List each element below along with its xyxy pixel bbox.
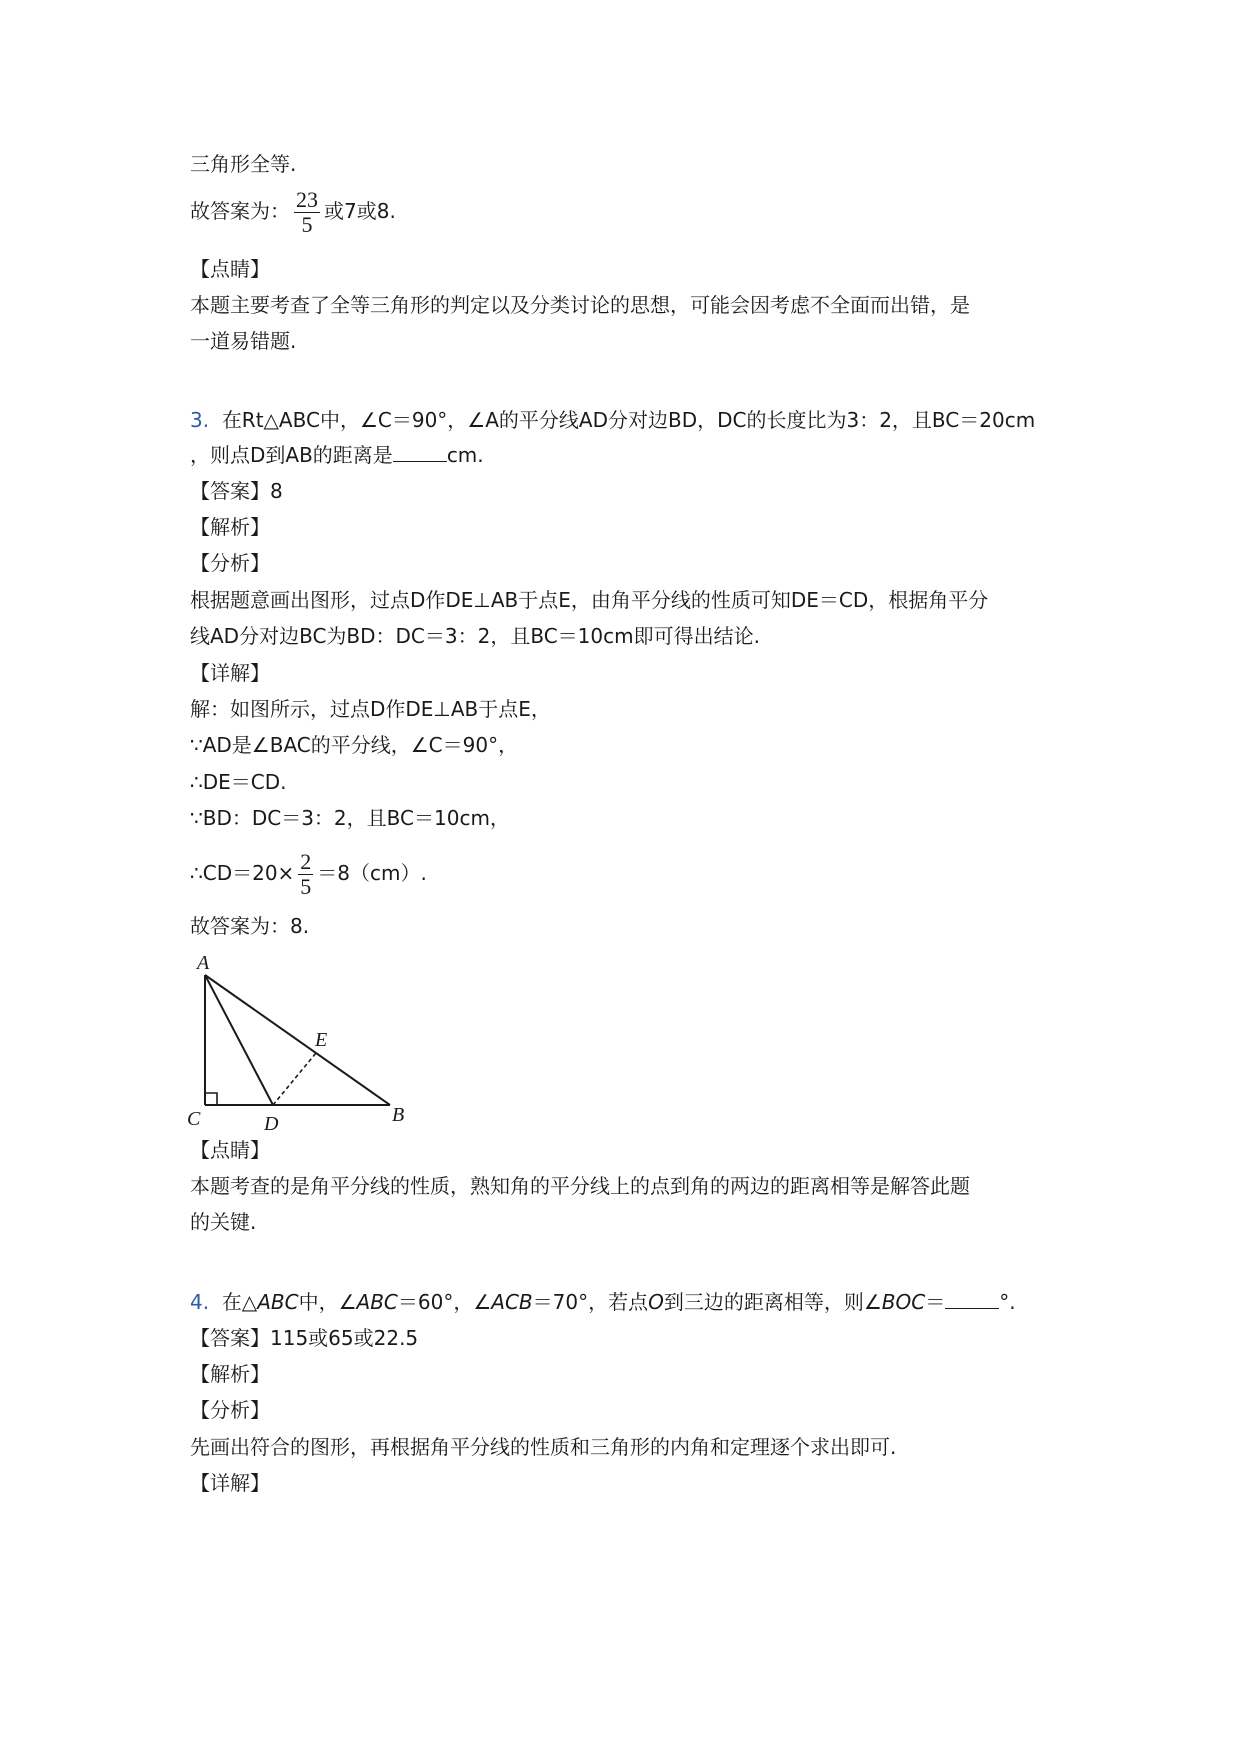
q3-dianjing-line-1: 本题考查的是角平分线的性质，熟知角的平分线上的点到角的两边的距离相等是解答此题: [190, 1174, 970, 1198]
q3-answer-value: 8: [270, 479, 283, 503]
q3-stem-line-2: [190, 441, 484, 469]
q3-step-3: ∴DE＝CD.: [190, 770, 287, 794]
q3-answer-label: 【答案】: [190, 479, 270, 503]
q4-answer: [190, 1324, 418, 1352]
q4-stem-end: °.: [999, 1290, 1016, 1314]
label-a: A: [197, 955, 210, 974]
q3-stem-text-2: ，则点D到AB的距离是: [190, 443, 393, 467]
label-e: E: [315, 1029, 328, 1051]
answer-blank: [393, 443, 447, 462]
q4-xiangjie-label: 【详解】: [190, 1471, 270, 1495]
prev-answer-line: [190, 188, 396, 237]
q3-xiangjie-label: 【详解】: [190, 661, 270, 685]
q3-step-5-suffix: ＝8（cm）.: [317, 861, 427, 885]
q4-stem-var: ABC: [257, 1290, 299, 1314]
prev-dianjing-line-1: 本题主要考查了全等三角形的判定以及分类讨论的思想，可能会因考虑不全面而出错，是: [190, 293, 970, 317]
right-angle-mark: [205, 1093, 217, 1105]
side-ab: [205, 975, 390, 1105]
fraction-denominator: 5: [300, 874, 312, 899]
q3-fenxi-label: 【分析】: [190, 551, 270, 575]
q4-fenxi-label: 【分析】: [190, 1398, 270, 1422]
fraction-numerator: 2: [300, 849, 312, 874]
segment-ad: [205, 975, 273, 1105]
q4-stem-var: O: [648, 1290, 664, 1314]
label-b: B: [392, 1104, 405, 1126]
segment-de-dashed: [273, 1053, 316, 1105]
q3-final-answer: 故答案为：8.: [190, 914, 310, 938]
q3-step-5: [190, 850, 427, 899]
prev-line-1: 三角形全等.: [190, 152, 297, 176]
q3-stem-line-1: [190, 406, 1035, 434]
q4-answer-value: 115或65或22.5: [270, 1326, 419, 1350]
q4-stem-part: ＝: [925, 1290, 946, 1314]
q4-answer-label: 【答案】: [190, 1326, 270, 1350]
label-c: C: [187, 1108, 201, 1130]
q3-step-5-prefix: ∴CD＝20×: [190, 861, 295, 885]
triangle-figure: [180, 955, 420, 1135]
q3-fenxi-line-2: 线AD分对边BC为BD：DC＝3：2，且BC＝10cm即可得出结论.: [190, 624, 760, 648]
q4-stem-part: 中，∠: [298, 1290, 357, 1314]
fraction-denominator: 5: [301, 212, 313, 237]
q3-dianjing-line-2: 的关键.: [190, 1210, 257, 1234]
q4-stem-part: 到三边的距离相等，则∠: [663, 1290, 882, 1314]
q3-dianjing-label: 【点睛】: [190, 1138, 270, 1162]
q3-stem-unit: cm.: [446, 443, 484, 467]
q3-step-5-fraction: [298, 850, 313, 899]
prev-dianjing-line-2: 一道易错题.: [190, 329, 297, 353]
prev-answer-suffix: 或7或8.: [324, 199, 396, 223]
answer-blank: [945, 1290, 999, 1309]
q3-step-1: 解：如图所示，过点D作DE⊥AB于点E，: [190, 697, 551, 721]
q3-step-4: ∵BD：DC＝3：2，且BC＝10cm，: [190, 806, 510, 830]
q3-stem-text-1: 在Rt△ABC中，∠C＝90°，∠A的平分线AD分对边BD，DC的长度比为3：2，且BC＝20cm: [221, 408, 1036, 432]
q3-step-2: ∵AD是∠BAC的平分线，∠C＝90°，: [190, 733, 519, 757]
q4-stem: [190, 1288, 1016, 1316]
prev-answer-fraction: [294, 188, 320, 237]
q4-stem-part: 在△: [221, 1290, 258, 1314]
q3-fenxi-line-1: 根据题意画出图形，过点D作DE⊥AB于点E，由角平分线的性质可知DE＝CD，根据角平分: [190, 588, 989, 612]
q4-fenxi-line-1: 先画出符合的图形，再根据角平分线的性质和三角形的内角和定理逐个求出即可.: [190, 1435, 897, 1459]
fraction-numerator: 23: [296, 187, 318, 212]
q4-jiexi-label: 【解析】: [190, 1362, 270, 1386]
prev-answer-prefix: 故答案为：: [190, 199, 290, 223]
q4-number: 4.: [190, 1290, 210, 1314]
q3-number: 3.: [190, 408, 210, 432]
q3-jiexi-label: 【解析】: [190, 515, 270, 539]
q3-answer: [190, 477, 283, 505]
q4-stem-var: ABC: [356, 1290, 398, 1314]
label-d: D: [264, 1113, 279, 1135]
q4-stem-part: ＝60°，∠: [397, 1290, 492, 1314]
prev-dianjing-label: 【点睛】: [190, 257, 270, 281]
q4-stem-var: ACB: [491, 1290, 533, 1314]
q4-stem-var: BOC: [881, 1290, 926, 1314]
q4-stem-part: ＝70°，若点: [532, 1290, 649, 1314]
